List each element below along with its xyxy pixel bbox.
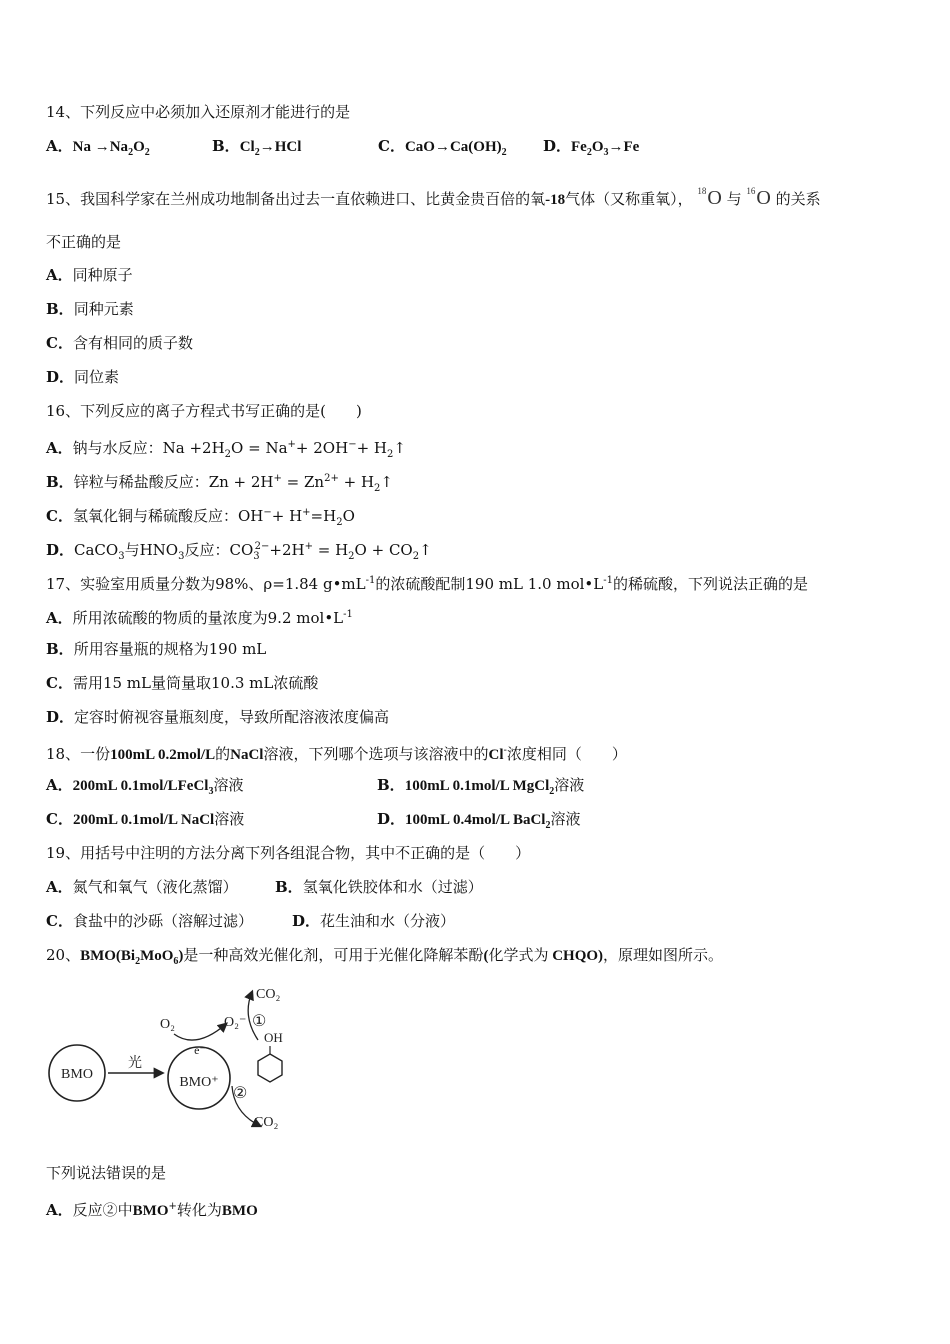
q19-options-row2 xyxy=(46,910,456,932)
q19-option-d: D．花生油和水（分液） xyxy=(292,912,456,930)
o2-arrow xyxy=(174,1024,226,1040)
q18-option-c: C．200mL 0.1mol/L NaCl溶液 xyxy=(46,810,245,828)
isotope-o16: $^{16}$O xyxy=(746,186,771,209)
q20-option-a: A．反应②中BMO+转化为BMO xyxy=(46,1201,258,1219)
q18-options-row1 xyxy=(46,774,585,803)
co2-bottom-label: CO₂ xyxy=(254,1115,279,1130)
q16-option-d: D．CaCO$_3$与$HNO_3$反应：$CO_3^{2-}+2H^+ = H_2O$ + $CO_2↑$ xyxy=(46,541,432,562)
q14-options xyxy=(46,135,640,164)
q14-option-b: B．$Cl_2\to HCl$ xyxy=(212,137,302,158)
q17-option-a: A．所用浓硫酸的物质的量浓度为9.2 $mol•L^{-1}$ xyxy=(46,609,353,627)
q16-option-b: B．锌粒与稀盐酸反应：$Zn + 2H^+ = Zn^{2+}$ + $H_2↑$ xyxy=(46,473,393,494)
q17-option-c: C．需用15 mL量筒量取10.3 mL浓硫酸 xyxy=(46,674,319,692)
q14-option-d: D．$Fe_2O_3\to Fe$ xyxy=(543,137,640,158)
q19-stem: 19、用括号中注明的方法分离下列各组混合物，其中不正确的是（ ） xyxy=(46,844,531,862)
bmo-label: BMO xyxy=(61,1067,93,1082)
isotope-o18: $^{18}$O xyxy=(697,186,722,209)
q15-stem: 15、我国科学家在兰州成功地制备出过去一直依赖进口、比黄金贵百倍的氧-18气体（又称重氧）， $^{18}$O 与 $^{16}$O 的关系 xyxy=(46,186,821,209)
q17-option-b: B．所用容量瓶的规格为190 mL xyxy=(46,640,267,658)
step2-label: ② xyxy=(233,1085,248,1102)
co2-top-label: CO₂ xyxy=(256,987,281,1002)
o2-label: O₂ xyxy=(160,1017,175,1032)
q19-option-c: C．食盐中的沙砾（溶解过滤） xyxy=(46,912,253,930)
oh-label: OH xyxy=(264,1030,283,1045)
q19-option-b: B．氢氧化铁胶体和水（过滤） xyxy=(275,878,483,896)
electron-label: e⁻ xyxy=(194,1043,206,1057)
q17-stem: 17、实验室用质量分数为98%、ρ=1.84 $g•mL^{-1}$的浓硫酸配制190 mL 1.0 $mol•L^{-1}$的稀硫酸，下列说法正确的是 xyxy=(46,575,808,593)
bmo-plus-label: BMO⁺ xyxy=(179,1075,219,1090)
step1-label: ① xyxy=(252,1013,267,1030)
q18-option-a: A．200mL 0.1mol/LFeCl$_3$溶液 xyxy=(46,776,244,797)
photocatalysis-diagram xyxy=(46,978,306,1138)
q19-option-a: A．氮气和氧气（液化蒸馏） xyxy=(46,878,238,896)
q14-stem: 14、下列反应中必须加入还原剂才能进行的是 xyxy=(46,103,351,121)
q15-option-a: A．同种原子 xyxy=(46,266,133,284)
q20-stem: 20、$BMO(Bi_2MoO_6)$是一种高效光催化剂，可用于光催化降解苯酚(化学式为 CHQO)，原理如图所示。 xyxy=(46,946,724,967)
q20-sub-stem: 下列说法错误的是 xyxy=(46,1164,167,1182)
q15-stem-cont: 不正确的是 xyxy=(46,233,122,251)
q16-stem: 16、下列反应的离子方程式书写正确的是( ) xyxy=(46,402,362,420)
q18-option-d: D．100mL 0.4mol/L BaCl$_2$溶液 xyxy=(377,810,581,831)
q18-stem: 18、一份100mL 0.2mol/L的NaCl溶液，下列哪个选项与该溶液中的Cl-浓度相同（ ） xyxy=(46,745,627,763)
q18-option-b: B．100mL 0.1mol/L MgCl$_2$溶液 xyxy=(377,776,585,797)
q18-options-row2 xyxy=(46,808,581,831)
q15-option-c: C．含有相同的质子数 xyxy=(46,334,193,352)
q16-option-c: C．氢氧化铜与稀硫酸反应：$OH^-+ H^+=H_2O$ xyxy=(46,507,355,528)
q14-option-a-label: A． xyxy=(46,137,73,155)
o2-radical-label: O₂⁻ xyxy=(224,1015,247,1030)
q16-option-a: A．钠与水反应：$Na +2H_2O = Na^++ 2OH^-+$ $H_2↑$ xyxy=(46,439,406,460)
light-label: 光 xyxy=(128,1056,142,1071)
q14-option-c: C．$CaO\to Ca(OH)_2$ xyxy=(378,137,507,158)
q19-options-row1 xyxy=(46,876,483,898)
benzene-ring xyxy=(258,1054,282,1082)
q14-option-a: $Na \to Na_2O_2$ xyxy=(72,139,150,158)
q15-option-d: D．同位素 xyxy=(46,368,120,386)
q15-option-b: B．同种元素 xyxy=(46,300,134,318)
q17-option-d: D．定容时俯视容量瓶刻度，导致所配溶液浓度偏高 xyxy=(46,708,390,726)
